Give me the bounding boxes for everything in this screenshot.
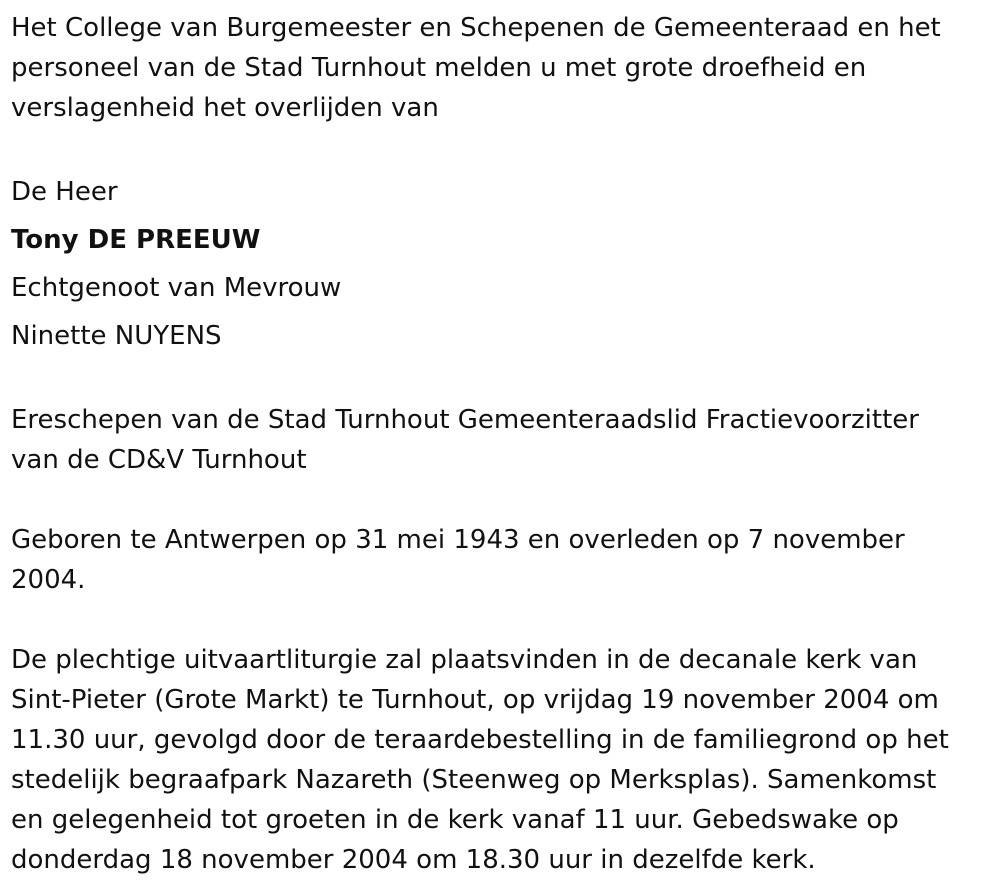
funeral-line: De plechtige uitvaartliturgie zal plaatsvinden in de decanale kerk van — [11, 645, 918, 675]
functions-line: Ereschepen van de Stad Turnhout Gemeenteraadslid Fractievoorzitter — [11, 405, 919, 435]
paragraph-spacer — [11, 480, 990, 520]
honorific: De Heer — [11, 177, 118, 207]
intro-line: personeel van de Stad Turnhout melden u met grote droefheid en — [11, 53, 867, 83]
spouse-label: Echtgenoot van Mevrouw — [11, 273, 342, 303]
spouse-name: Ninette NUYENS — [11, 321, 222, 351]
deceased-name: Tony DE PREEUW — [11, 225, 261, 255]
paragraph-spacer — [11, 128, 990, 168]
functions-paragraph — [11, 400, 990, 480]
intro-paragraph — [11, 8, 990, 128]
birth-death-paragraph — [11, 520, 990, 600]
intro-line: verslagenheid het overlijden van — [11, 93, 439, 123]
funeral-line: 11.30 uur, gevolgd door de teraardebestelling in de familiegrond op het — [11, 725, 949, 755]
funeral-paragraph — [11, 640, 990, 880]
functions-line: van de CD&V Turnhout — [11, 445, 307, 475]
funeral-line: stedelijk begraafpark Nazareth (Steenweg op Merksplas). Samenkomst — [11, 765, 937, 795]
paragraph-spacer — [11, 600, 990, 640]
funeral-line: Sint-Pieter (Grote Markt) te Turnhout, op vrijdag 19 november 2004 om — [11, 685, 939, 715]
deceased-block — [11, 168, 990, 360]
birth-death-line: 2004. — [11, 565, 86, 595]
birth-death-line: Geboren te Antwerpen op 31 mei 1943 en overleden op 7 november — [11, 525, 905, 555]
intro-line: Het College van Burgemeester en Schepenen de Gemeenteraad en het — [11, 13, 941, 43]
funeral-line: en gelegenheid tot groeten in de kerk vanaf 11 uur. Gebedswake op — [11, 805, 899, 835]
funeral-line: donderdag 18 november 2004 om 18.30 uur in dezelfde kerk. — [11, 845, 816, 875]
paragraph-spacer — [11, 360, 990, 400]
